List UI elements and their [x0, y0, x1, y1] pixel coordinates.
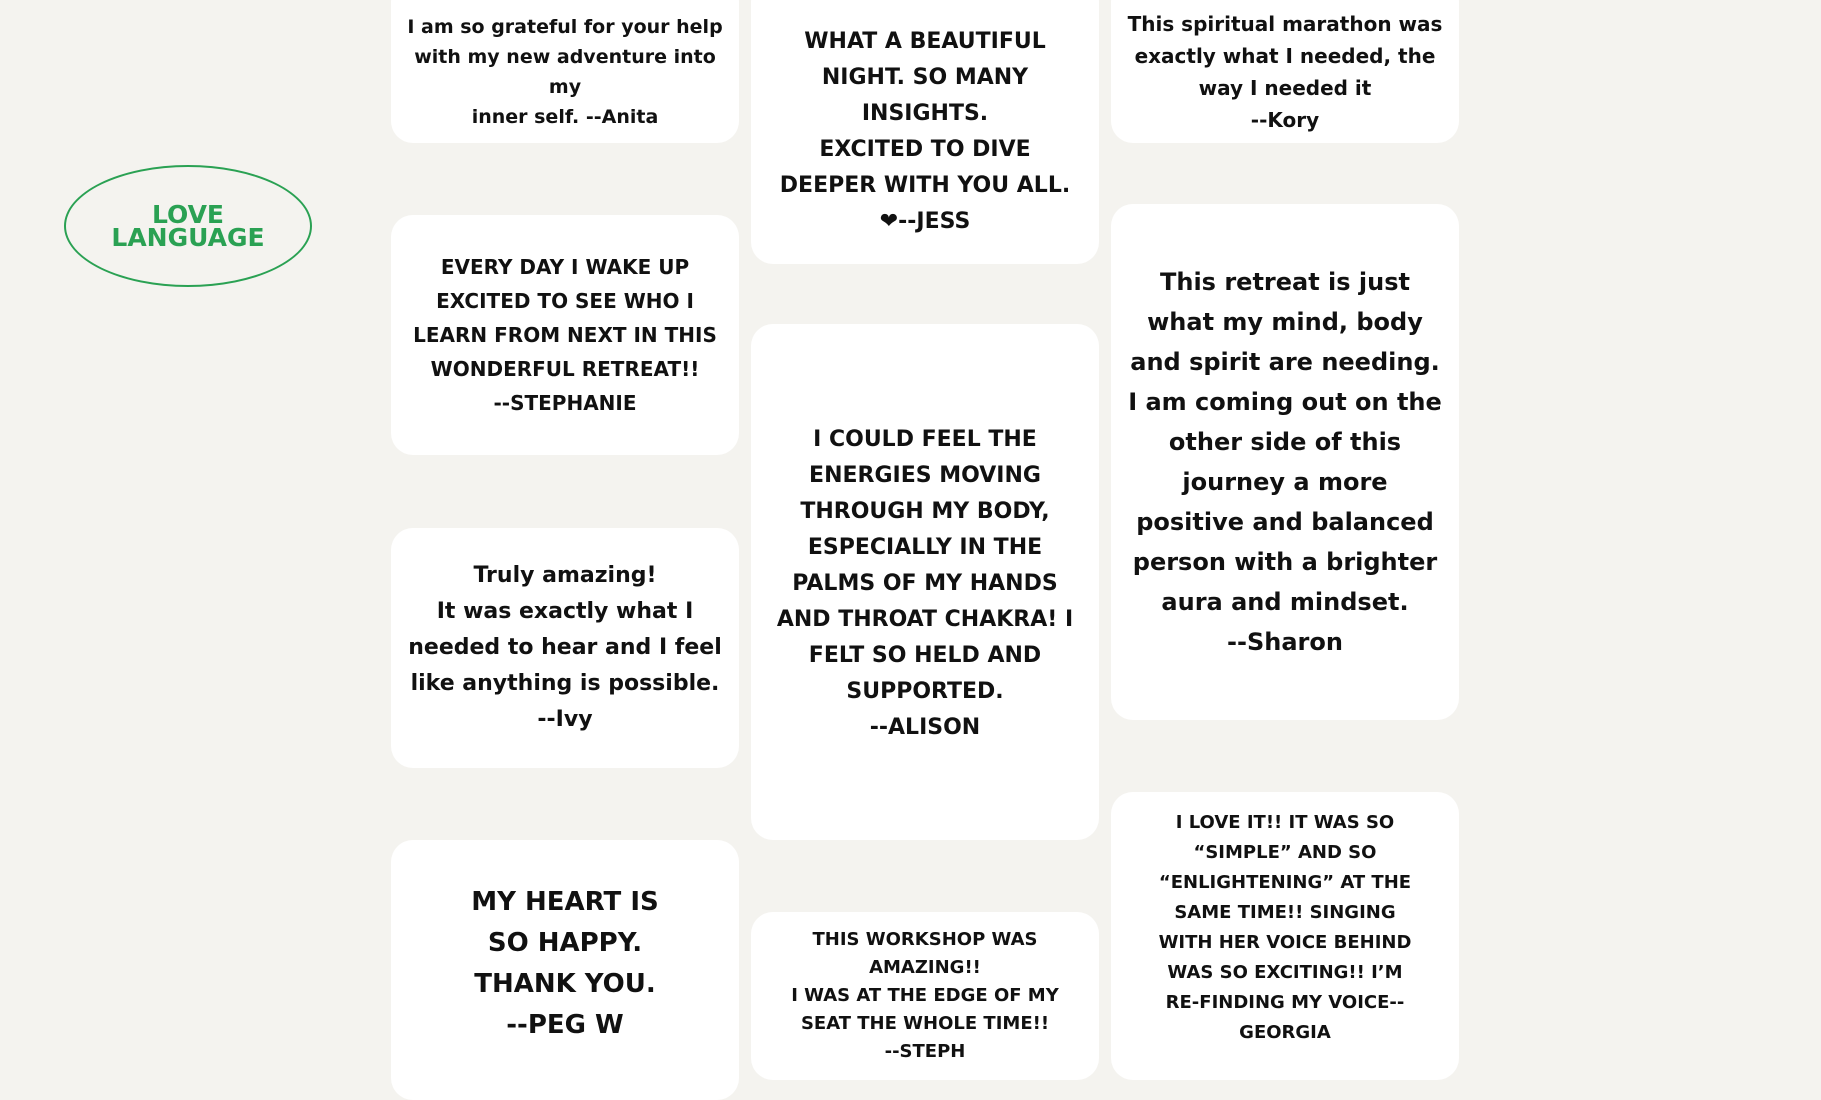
testimonial-card-ivy — [391, 528, 739, 768]
testimonial-card-steph — [751, 912, 1099, 1080]
testimonial-text: I COULD FEEL THE ENERGIES MOVING THROUGH MY BODY, ESPECIALLY IN THE PALMS OF MY HANDS AND THROAT CHAKRA! I FELT SO HELD AND SUPPORTED. --ALISON — [776, 427, 1074, 740]
testimonial-text: EVERY DAY I WAKE UP EXCITED TO SEE WHO I LEARN FROM NEXT IN THIS WONDERFUL RETREAT!! --STEPHANIE — [413, 255, 717, 415]
testimonial-text: This spiritual marathon was exactly what I needed, the way I needed it --Kory — [1127, 11, 1443, 132]
testimonial-card-alison — [751, 324, 1099, 840]
badge-label: LOVE LANGUAGE — [111, 200, 265, 252]
testimonial-card-kory — [1111, 0, 1459, 143]
love-language-badge — [64, 165, 312, 287]
testimonial-text: WHAT A BEAUTIFUL NIGHT. SO MANY INSIGHTS. EXCITED TO DIVE DEEPER WITH YOU ALL. ❤--JESS — [779, 29, 1071, 234]
testimonial-text: THIS WORKSHOP WAS AMAZING!! I WAS AT THE EDGE OF MY SEAT THE WHOLE TIME!! --STEPH — [791, 929, 1059, 1062]
testimonial-card-stephanie — [391, 215, 739, 455]
testimonial-card-sharon — [1111, 204, 1459, 720]
testimonial-card-jess — [751, 0, 1099, 264]
testimonial-text: I am so grateful for your help with my new adventure into my inner self. --Anita — [407, 15, 723, 128]
testimonial-text: MY HEART IS SO HAPPY. THANK YOU. --PEG W — [471, 887, 659, 1040]
testimonial-card-peg — [391, 840, 739, 1100]
testimonial-text: I LOVE IT!! IT WAS SO “SIMPLE” AND SO “ENLIGHTENING” AT THE SAME TIME!! SINGING WITH HER VOICE BEHIND WAS SO EXCITING!! I’M RE-FINDING MY VOICE-- GEORGIA — [1158, 812, 1412, 1043]
testimonial-text: This retreat is just what my mind, body and spirit are needing. I am coming out on the other side of this journey a more positive and balanced person with a brighter aura and mindset. --Sharon — [1128, 268, 1442, 656]
testimonial-card-georgia — [1111, 792, 1459, 1080]
testimonial-card-anita — [391, 0, 739, 143]
testimonial-text: Truly amazing! It was exactly what I needed to hear and I feel like anything is possible. --Ivy — [408, 563, 722, 732]
